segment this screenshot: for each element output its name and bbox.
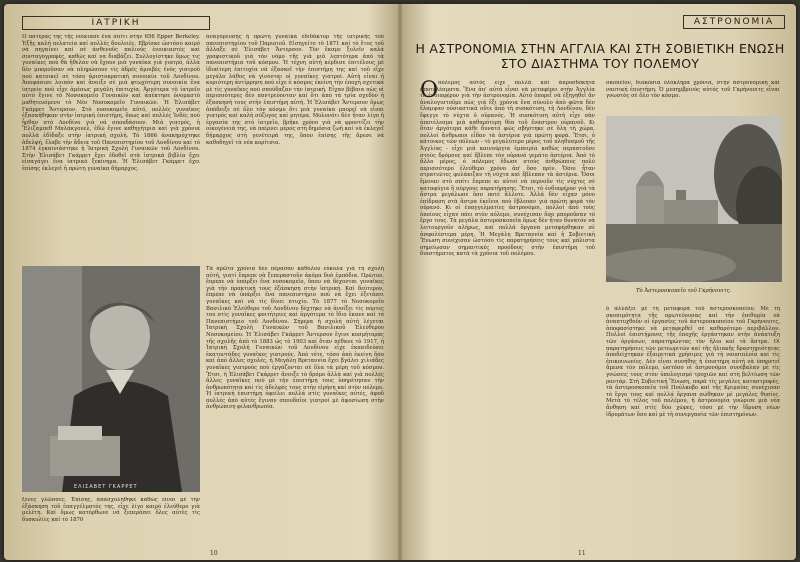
observatory-illustration [606,116,782,282]
left-page [4,4,400,560]
magazine-spread [4,4,796,560]
article-column-1: πόλεμος αὐτός εἶχε πολλά καί ἀπροσδόκητα ἀποτελέσματα. Ἕνα ἀπ' αὐτά εἶναι νὰ μεταφέρει στὴν Ἀγγλία τὸ ἐνδιαφέρον γιὰ τὴν ἀστρονομία. Αὐτό ὑπορεῖ νὰ ἐξηγηθεῖ ἂν ἀναλογιστοῦμε πὼς γιὰ ἕξι χρόνια ἕνα σύνολο ἀπὸ φῶτα δὲν ἔλαμψαν οὐσιαστικά οὔτε ἀπὸ τὴ συσκότιση, τὴ Λονδίνου, δὲν ἔφεγγε τὸ νύχτα ὁ οὐρανός. Ἡ συσκότιση αὐτή εἶχε σὰν ἀποτέλεσμα μιὰ καθαρότερη θέα τοῦ ἔναστρου οὐρανοῦ. Κι ὅταν ἀργότερα κάθε δυνατό φῶς σβήστηκε σὲ ὅλη τὴ χώρα, πολλοί ἄνθρωποι εἶδαν τὰ ἀστέρια γιὰ πρώτη φορά. Ἔτσι, ὁ κάτοικος τῶν πόλεων - τὸ μεγαλύτερο μέρος τοῦ πληθυσμοῦ τῆς Ἀγγλίας - εἶχε μιὰ καινούργια ἐμπειρία καθὼς περπατοῦσε στοὺς δρόμους καί ἔβλεπε τὸν οὐρανό γεμάτο ἀστέρια. Ἀπὸ τὸ ἄλλο μέρος, ὁ πόλεμος ἔδωσε στοὺς ἀνθρώπους πολύ περισσότερο ἐλεύθερο χρόνο ἀπ' ὅσο πρίν. Ὅσοι ἦταν στρατιῶτες φυλάκιζαν τὴ νύχτα καί ἔβλεπαν τὰ ἀστέρια. Ὅσοι ἔμεναν στὸ σπίτι ἔπρεπε κι αὐτοί νὰ περνοῦν τὶς νύχτες σὲ καταφύγια ἢ πύργους παρατήρησης. Ἔτσι, τὸ ἐνδιαφέρον γιὰ τὰ ἄστρα μεγάλωσε ὅσο ποτέ ἄλλοτε. Ἀλλά δὲν εἶχαν μόνο ἐπίδραση στὰ ἄστρα ἐκεῖνοι πού ἔβλεπαν γιὰ πρώτη φορά τὸν οὐρανό. Κι οἱ ἐπαγγελματίες ἀστρονόμοι, πολλοί ἀπὸ τοὺς ὁποίους εἶχαν πάει στὸν πόλεμο, συνέχισαν ὅσο μποροῦσαν τὸ ἔργο τους. Τὰ μεγάλα ἀστεροσκοπεῖα ὅμως δὲν ἦταν δυνατόν νὰ λειτουργοῦν πλήρως, καί πολλά ὄργανα μεταφέρθηκαν σὲ ἀσφαλέστερα μέρη. Ἡ Μεγάλη Βρεταννία καί ἡ Σοβιετική Ἕνωση συνέχισαν ὡστόσο τὶς παρατηρήσεις τους καί μάλιστα σημείωσαν σημαντικές προόδους στὴν ἐπιστήμη τοῦ διαστήματος κατὰ τὰ χρόνια τοῦ πολέμου. [420,80,595,258]
section-header-astronomy: ΑΣΤΡΟΝΟΜΙΑ [683,15,785,29]
section-header-medicine: ΙΑΤΡΙΚΗ [22,16,210,30]
page-number-right: 11 [578,550,586,557]
article-column-2-top: σκοπεῖον, διακόσια ὀλόκληρα χρόνια, στὴν ἀστρονομική καί ναυτική ἐπιστήμη. Ὁ μεσημβρινὸς αὐτός τοῦ Γκρήνουιτς εἶναι γνωστὸς σὲ ὅλο τὸν κόσμο. [606,80,780,100]
article-column-1-bottom: ξένες γλῶσσες. Ἐπίσης, ἀπασχολήθηκε καθὼς εἶναι μὲ τὴν ἐξάσκηση τοῦ ἐπαγγέλματός της, εἶχε λίγο καιρό ἐλεύθερο γιὰ μελέτη. Καί ὅμως κατόρθωνε νά ξεπεράσει ὅλες αὐτές τὶς δυσκολίες καί τὸ 1870 [22,497,200,523]
right-page [400,4,796,560]
observatory-caption: Τὸ Ἀστεροσκοπεῖο τοῦ Γκρήνουιτς. [636,288,732,294]
article-column-1: Ὁ πατέρας της τῆς νοίκιασε ἕνα σπίτι στὴν 656 Epper Berkeley. Ἐξῆς καλή πελατεία καί πολλές δουλειές. Εβρίσκε ὡστόσο καιρό νὰ πηγαίνει καί σὲ ἀσθενοῦς παλιούς ἐνοικιαστές καὶ συνταγογραφές, καθὼς καί να διαβάζει. Συλλογίστηκε ὅμως τις γυναίκες πού θὰ ἤθελαν νὰ ἔχουν μιὰ γυναίκα γιὰ γιατρό, ἀλλὰ δὲν μποροῦσαν νὰ πληρώσουν τὶς ἁδρές ἀμοιβές ἑνὸς γιατροῦ πού κατοικεῖ σὲ τόσο ἀριστοκρατική συνοικία τοῦ Λονδίνου. Ἀποφάσισε λοιπὸν καί ἄνοιξε σὲ μιὰ φτωχότερη συνοικία ἕνα ἰατρείο πού εἶχε ἀμέσως μεγάλη ἐπιτυχία. Ἀργότερα τὸ ἰατρεῖο αὐτό ἔγινε τὸ Νοσοκομεῖο Γυναικῶν καὶ ἀπέκτησε ὀνομαστὸ μαθητευόμενο τὸ Νέο Νοσοκομεῖο Γυναικῶν. Ἡ Ἐλισάβετ Γκάρρετ Ἄντερσον. Στὸ νοσοκομεῖο αὐτό, πολλές γυναῖκες ἐξασκήθηκαν στὴν ἰατρική ἐπιστήμη, ὅπως καί πολλές Ἰνδές πού ἦρθαν στὸ Λονδίνο γιὰ νά σπουδάσουν. Μιὰ γιατρός, ἡ Ἔλιζαμπεθ Μπλάκγουελ, ἐδῶ ἔγινε καθηγήτρια καί γιὰ χρόνια πολλά ἐδίδαξε στὴν ἰατρική σχολή. Τὸ 1866 ἀνακηρύχτηκε ἀδελφή, ἔλαβε τὴν ἄδεια τοῦ Πανεπιστημίου τοῦ Λονδίνου καί τὸ 1874 ἐγκαινιάστηκε ἡ Ἰατρική Σχολή Γυναικῶν τοῦ Λονδίνου. Στὴν Ἐλισάβετ Γκάρρετ ἔχει ἐδοθεῖ στὰ ἰατρικά βιβλία ἔχει εἰσαγάγει ἕνα ἰατρικὸ ξεκίνημα. Ἡ Ἐλισάβετ Γκάρρετ ἔχει ἐπίσης ἐκλεγεῖ ἡ πρώτη γυναίκα δήμαρχος. [22,34,200,172]
page-number-left: 10 [210,550,218,557]
portrait-photo [22,266,200,492]
article-column-2-bottom: Τὰ πρῶτα χρόνια δέν πέρασαν καθόλου εὔκολα γιὰ τὴ σχολή αὐτή, γιατί ἔπρεπε νὰ ξεπεραστοῦν ἀκόμα δυὸ ἐμπόδια. Πρῶτον, ἔπρεπε νὰ ὑπάρξει ἕνα νοσοκομεῖο, ὅπου νὰ δέχονται γυναῖκες γιὰ τὴν πρακτική τους ἐξάσκηση στὴν ἰατρική. Καί δεύτερον, ἔπρεπε νὰ ὑπάρξει ἕνα πανεπιστήμιο πού νὰ ἔχει ἐξετάσει γυναῖκες καὶ νὰ τὶς δίνει πτυχίο. Τὸ 1877 τὸ Νοσοκομεῖο Βασιλικὸ Ἐλεύθερο τοῦ Λονδίνου δέχτηκε νὰ ἀνοίξει τὶς πόρτες του στὶς γυναῖκες φοιτήτριες καί ἀργότερα τὸ ἴδιο ἔκανε καί τὸ Πανεπιστήμιο τοῦ Λονδίνου. Σήμερα ἡ σχολή αὐτή λέγεται Ἰατρική Σχολή Γυναικῶν τοῦ Βασιλικοῦ Ἐλεύθερου Νοσοκομείου. Ἡ Ἐλισάβετ Γκάρρετ Ἄντερσον ἔγινε κοσμήτορας τῆς σχολῆς ἀπὸ τὸ 1883 ὡς τὸ 1903 καί ὅταν πέθανε τὸ 1917, ἡ Ἰατρική Σχολή Γυναικῶν τοῦ Λονδίνου εἶχε ἐκπαιδεύσει ἑκατοντάδες γυναῖκες γιατρούς. Ἀπὸ τότε, τόσο ἀπὸ ἐκείνη ὅσο καί ἀπὸ ἄλλες σχολές, ἡ Μεγάλη Βρεταννία ἔχει βγάλει χιλιάδες γυναῖκες γιατρούς πού ἐργάζονται σὲ ὅλα τὰ μέρη τοῦ κόσμου. Ἔτσι, ἡ Ἐλισάβετ Γκάρρετ ἄνοιξε τὸ δρόμο ἀλλὰ καί γιὰ πολλές ἄλλες γυναῖκες πού μὲ τὴν ἐπιστήμη τους ὑπηρέτησαν τὴν ἀνθρωπότητα καί τὶς ἀδελφές τους στὴν εἰρήνη καί στὸν πόλεμο. Ἡ ἰατρική ἐπιστήμη ὀφείλει πολλά στὶς γυναῖκες αὐτές, ἀφοῦ πολλές ἀπὸ αὐτές ἔγιναν σπουδαῖοι γιατροί μὲ ἀφοσίωση στὴν ἀνθρώπινη φιλανθρωπία. [206,266,384,411]
article-title: Η ΑΣΤΡΟΝΟΜΙΑ ΣΤΗΝ ΑΓΓΛΙΑ ΚΑΙ ΣΤΗ ΣΟΒΙΕΤΙΚΗ ΕΝΩΣΗ ΣΤΟ ΔΙΑΣΤΗΜΑ ΤΟΥ ΠΟΛΕΜΟΥ [415,41,785,71]
portrait-caption: ΕΛΙΣΑΒΕΤ ΓΚΑΡΡΕΤ [74,484,138,490]
portrait-illustration [22,266,200,492]
drop-cap: Ο [420,78,439,103]
observatory-photo [606,116,782,282]
article-column-2: ἀναγόρευσης ἡ πρώτη γυναίκα ἐδιδάκτορ τῆς ἰατρικῆς τοῦ πανεπιστημίου τοῦ Παρισιοῦ. Εἰσηγείτο τὸ 1871 καί τὸ ἔτος τοῦ ἄλλαξε σὲ Ἐλισάβετ Ἄντερσον. Τὸν ἔκαμε ξυλεῖν καλά γραφιστικοῦ γιὰ τὸν νόμο τῆς γιὰ μιὰ λεπτότερα ἀπὸ τὰ πανεπιστήμια τοῦ κόσμου. Ἡ τέχνη αὐτή κέρδισε ἐπιτέλους μὲ ἰδιαίτερη ἐπιτυχία νά ἐξασκεῖ τὴν ἐπιστήμη της καί τοῦ εἶχε μεγάλο λάθος νὰ γίνονται οἱ γυναῖκες γιατροί. Αὐτὴ εἶναι ἡ κυριότερη ἀντίρρηση πού εἶχε ὁ κόσμος ἐκείνη τὴν ἐποχή σχετικά μὲ τὶς γυναῖκες πού σπούδαζαν τὴν ἰατρική. Εἶχαν βέβαια πὼς οἱ περισσότερες δὲν παντρεύονταν καί ὅτι ἀπὸ τὰ τρία σχεδὸν ἡ ἐξασκησή τους στὴν ἐπιστήμη αὐτή. Ἡ Ἐλισάβετ Ἄντερσον ὅμως ἀπόδειξε σὲ ὅλο τὸν κόσμο ὅτι μιὰ γυναίκα μπορεῖ νὰ εἶναι γιατρός καί καλή σύζυγος καί μητέρα. Μολονότι δὲν ἦταν λίγο ἡ ἐργασία της στὸ ἰατρεῖο, βρῆκε χρόνο γιὰ νὰ φροντίζει τὴν οἰκογένειά της, νὰ παίρνει μέρος στὴ δημόσια ζωή καί νὰ ἐκλεγεῖ δήμαρχος στὴ γενέτειρά της, ὅπου ἐπίσης τῆς ἄρεσε νά καθοδηγεῖ τὰ νέα κορίτσια. [206,34,384,146]
article-column-2-bottom: ὅ ἀλλάξει μὲ τή μεταφορά τοῦ ἀστεροσκοπείου. Μὲ τὴ σκοπιμότητα τῆς πρωτεύουσας καί τὴν ἐπιθυμία νὰ ἀναπτυχθοῦν οἱ ἐργασίες τοῦ ἀστεροσκοπείου τοῦ Γκρήνουιτς, ἀποφασίστηκε νὰ μεταφερθεῖ σὲ καθαρότερο περιβάλλον. Πολλοί ἐπιστήμονες τῆς ἐποχῆς ἐργάστηκαν στὴν ἀνάπτυξη τῶν ὀργάνων, παρατηρώντας τὸν ἥλιο καί τὰ ἄστρα. Οἱ παρατηρήσεις τῶν μετεωριτῶν καί τῆς ἡλιακῆς δραστηριότητας ἀποδείχτηκαν ἐξαιρετικά χρήσιμες γιὰ τὴ ναυσιπλοΐα καί τὶς ἐπικοινωνίες. Δὲν εἶναι συνήθης ἡ ἐπιστήμη αὐτή νὰ ὑπηρετεῖ ἄμεσα τὸν πόλεμο, ὡστόσο οἱ ἀστρονόμοι συνέβαλαν μὲ τὶς γνώσεις τους στὸν ὑπολογισμό τροχιῶν καί στὴ βελτίωση τῶν ραντάρ. Στὴ Σοβιετική Ἕνωση, παρὰ τὶς μεγάλες καταστροφές, τὰ ἀστεροσκοπεῖα τοῦ Πούλκοβο καί τῆς Κριμαίας συνέχισαν τὸ ἔργο τους καί πολλά ὄργανα σώθηκαν μὲ μεγάλες θυσίες. Μετὰ τὸ τέλος τοῦ πολέμου, ἡ ἀστρονομία γνώρισε μιὰ νέα ἄνθηση καί στὶς δύο χῶρες, τόσο μὲ τὴν ἵδρυση νέων ἱδρυμάτων ὅσο καί μὲ τὴ συνεργασία τῶν ἐπιστημόνων. [606,306,780,418]
